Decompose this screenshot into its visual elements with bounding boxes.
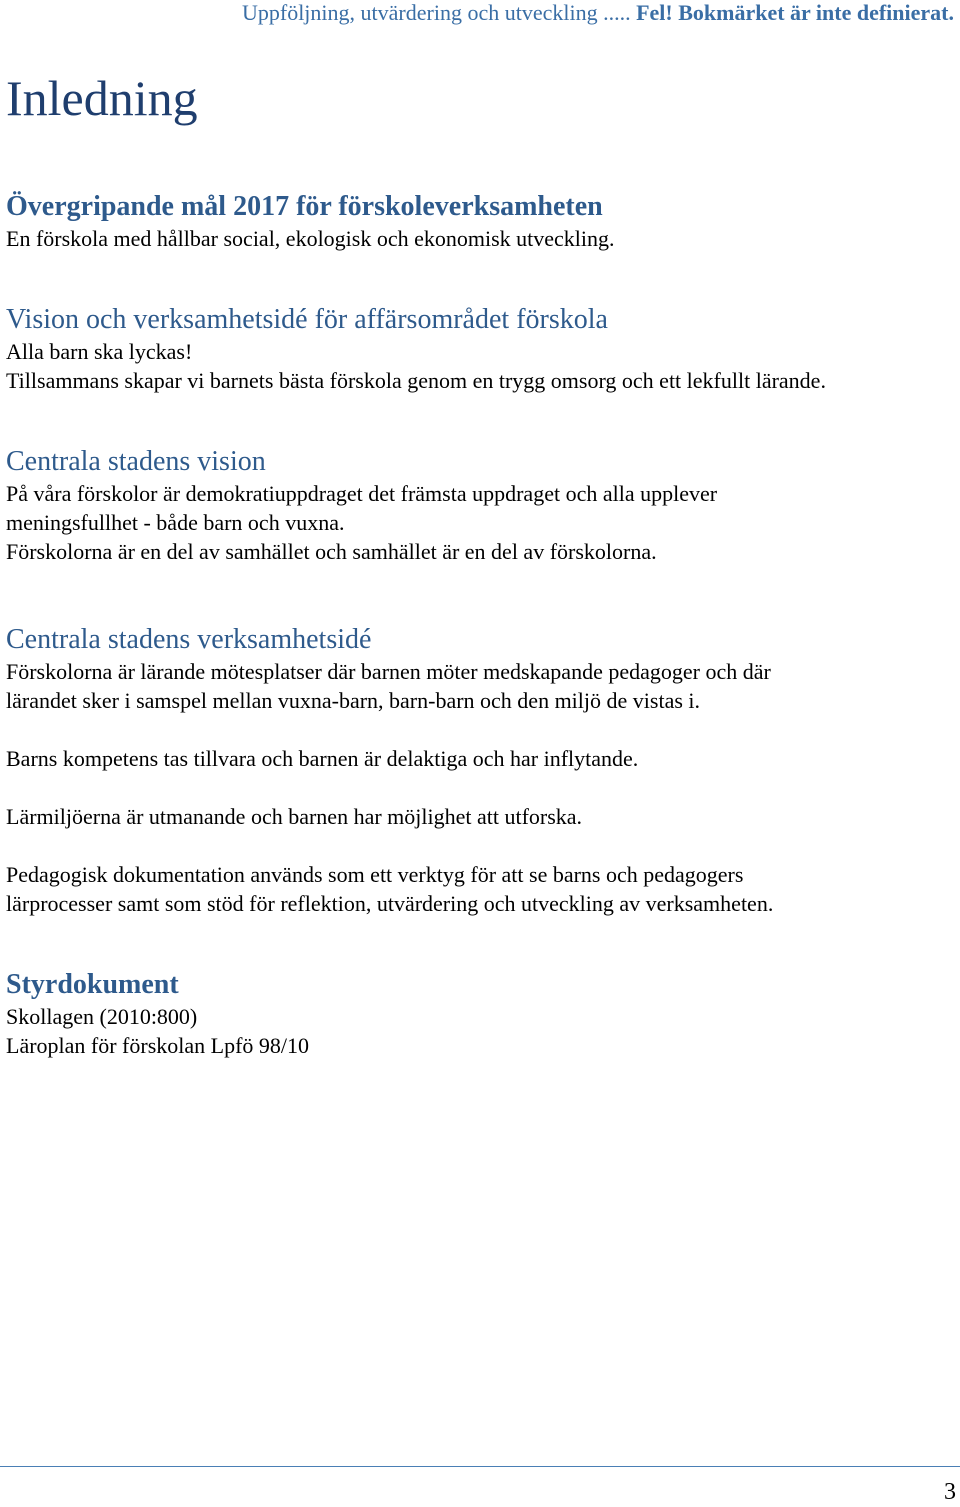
- page-number: 3: [944, 1479, 956, 1505]
- section-text: Alla barn ska lyckas!: [6, 339, 193, 364]
- section-text: Lärmiljöerna är utmanande och barnen har möjlighet att utforska.: [6, 804, 583, 829]
- running-header: [242, 0, 954, 26]
- section-text: Förskolorna är en del av samhället och samhället är en del av förskolorna.: [6, 539, 657, 564]
- section-vision-business-area: [6, 303, 946, 395]
- section-text: På våra förskolor är demokratiuppdraget det främsta uppdraget och alla upplever: [6, 481, 718, 506]
- section-heading: Centrala stadens verksamhetsidé: [6, 624, 372, 655]
- section-city-business-idea: [6, 623, 946, 918]
- section-text: lärprocesser samt som stöd för reflektion, utvärdering och utveckling av verksamheten.: [6, 891, 774, 916]
- section-governing-documents: [6, 968, 946, 1060]
- section-text: Skollagen (2010:800): [6, 1004, 198, 1029]
- section-text: Läroplan för förskolan Lpfö 98/10: [6, 1033, 310, 1058]
- section-heading: Styrdokument: [6, 969, 179, 1000]
- footer-divider: [0, 1466, 960, 1467]
- section-overall-goal: [6, 190, 946, 253]
- section-heading: Centrala stadens vision: [6, 446, 266, 477]
- section-text: lärandet sker i samspel mellan vuxna-barn, barn-barn och den miljö de vistas i.: [6, 688, 701, 713]
- section-text: En förskola med hållbar social, ekologisk och ekonomisk utveckling.: [6, 226, 615, 251]
- section-city-vision: [6, 445, 946, 566]
- section-heading: Vision och verksamhetsidé för affärsområdet förskola: [6, 304, 608, 335]
- section-text: Barns kompetens tas tillvara och barnen är delaktiga och har inflytande.: [6, 746, 639, 771]
- section-text: Tillsammans skapar vi barnets bästa förskola genom en trygg omsorg och ett lekfullt lärande.: [6, 368, 826, 393]
- running-header-text: Uppföljning, utvärdering och utveckling .....: [241, 0, 631, 25]
- bookmark-error-text: Fel! Bokmärket är inte definierat.: [636, 0, 954, 25]
- page-title: Inledning: [6, 70, 198, 126]
- section-text: Pedagogisk dokumentation används som ett verktyg för att se barns och pedagogers: [6, 862, 744, 887]
- section-text: Förskolorna är lärande mötesplatser där barnen möter medskapande pedagoger och där: [6, 659, 771, 684]
- section-text: meningsfullhet - både barn och vuxna.: [6, 510, 345, 535]
- section-heading: Övergripande mål 2017 för förskoleverksamheten: [6, 191, 603, 222]
